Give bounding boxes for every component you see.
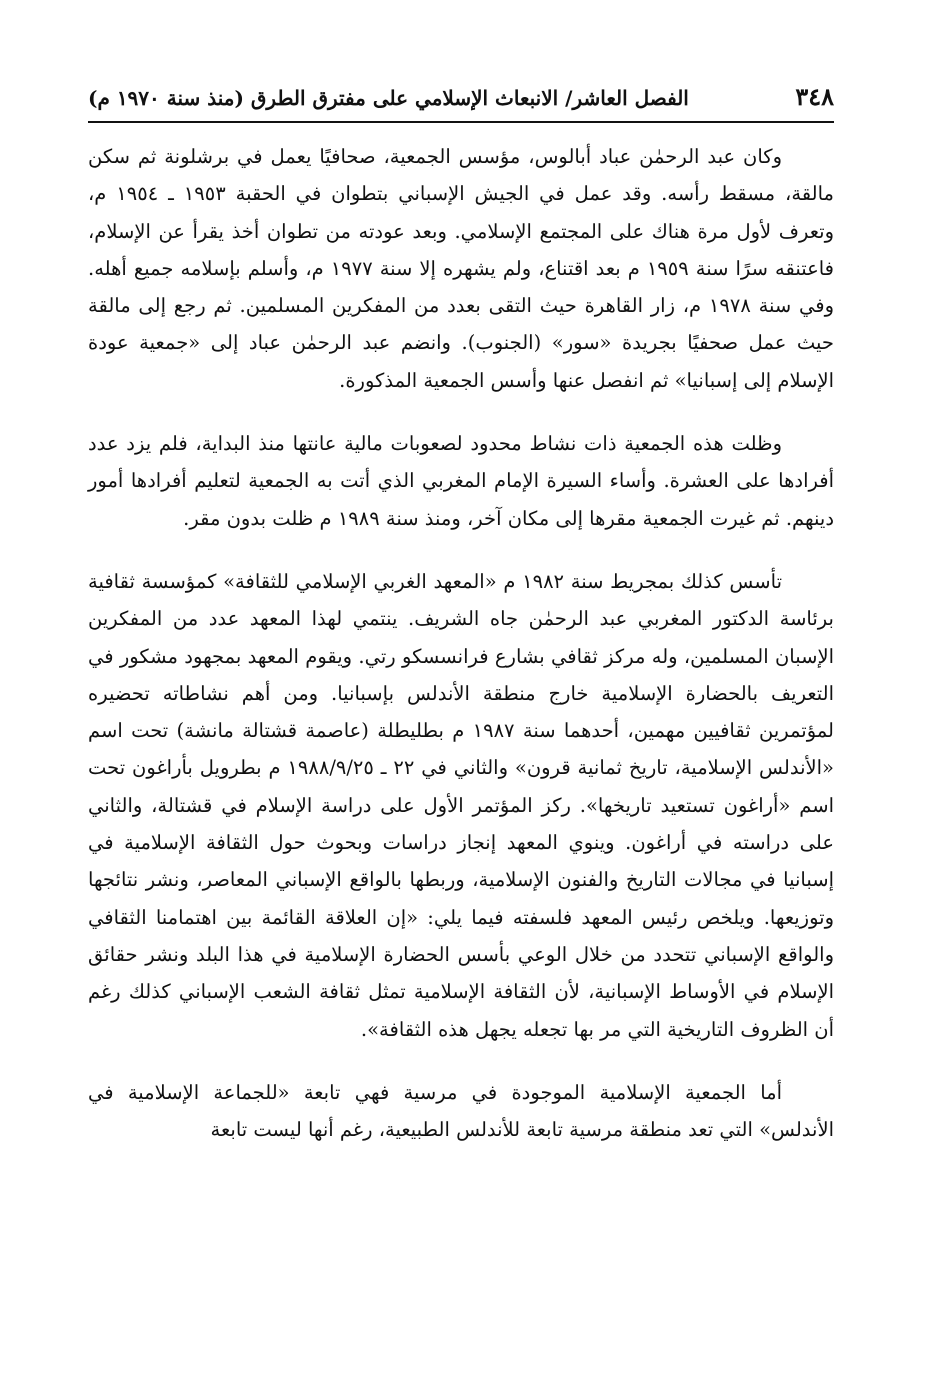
page-header: [88, 78, 834, 118]
paragraph-4: أما الجمعية الإسلامية الموجودة في مرسية فهي تابعة «للجماعة الإسلامية في الأندلس» التي تعد منطقة مرسية تابعة للأندلس الطبيعية، رغم أنها ليست تابعة: [88, 1080, 834, 1142]
body-text: [88, 138, 834, 1148]
page-number: ٣٤٨: [795, 82, 834, 111]
paragraph-2: وظلت هذه الجمعية ذات نشاط محدود لصعوبات مالية عانتها منذ البداية، فلم يزد عدد أفرادها على العشرة. وأساء السيرة الإمام المغربي الذي أتت به الجمعية لتعليم أفرادها أمور دينهم. ثم غيرت الجمعية مقرها إلى مكان آخر، ومنذ سنة ١٩٨٩ م ظلت بدون مقر.: [88, 432, 834, 530]
paragraph-1: وكان عبد الرحمٰن عباد أبالوس، مؤسس الجمعية، صحافيًا يعمل في برشلونة ثم سكن مالقة، مسقط رأسه. وقد عمل في الجيش الإسباني بتطوان في الحقبة ١٩٥٣ ـ ١٩٥٤ م، وتعرف لأول مرة هناك على المجتمع الإسلامي. وبعد عودته من تطوان أخذ يقرأ عن الإسلام، فاعتنقه سرًا سنة ١٩٥٩ م بعد اقتناع، ولم يشهره إلا سنة ١٩٧٧ م، وأسلم بإسلامه جميع أهله. وفي سنة ١٩٧٨ م، زار القاهرة حيث التقى بعدد من المفكرين المسلمين. ثم رجع إلى مالقة حيث عمل صحفيًا بجريدة «سور» (الجنوب). وانضم عبد الرحمٰن عباد إلى «جمعية عودة الإسلام إلى إسبانيا» ثم انفصل عنها وأسس الجمعية المذكورة.: [88, 145, 834, 392]
header-divider: [88, 121, 834, 123]
paragraph-3: تأسس كذلك بمجريط سنة ١٩٨٢ م «المعهد الغربي الإسلامي للثقافة» كمؤسسة ثقافية برئاسة الدكتور المغربي عبد الرحمٰن جاه الشريف. ينتمي لهذا المعهد عدد من المفكرين الإسبان المسلمين، وله مركز ثقافي بشارع فرانسسكو رتي. ويقوم المعهد بمجهود مشكور في التعريف بالحضارة الإسلامية خارج منطقة الأندلس بإسبانيا. ومن أهم نشاطاته تحضيره لمؤتمرين ثقافيين مهمين، أحدهما سنة ١٩٨٧ م بطليطلة (عاصمة قشتالة مانشة) تحت اسم «الأندلس الإسلامية، تاريخ ثمانية قرون» والثاني في ٢٢ ـ ١٩٨٨/٩/٢٥ م بطرويل بأراغون تحت اسم «أراغون تستعيد تاريخها». ركز المؤتمر الأول على دراسة الإسلام في قشتالة، والثاني على دراسته في أراغون. وينوي المعهد إنجاز دراسات وبحوث حول الثقافة الإسلامية في إسبانيا في مجالات التاريخ والفنون الإسلامية، وربطها بالواقع الإسباني المعاصر، ونشر نتائجها وتوزيعها. ويلخص رئيس المعهد فلسفته فيما يلي: «إن العلاقة القائمة بين اهتمامنا الثقافي والواقع الإسباني تتحدد من خلال الوعي بأسس الحضارة الإسلامية في هذا البلد ونشر حقائق الإسلام في الأوساط الإسبانية، لأن الثقافة الإسلامية تمثل ثقافة الشعب الإسباني كذلك رغم أن الظروف التاريخية التي مر بها تجعله يجهل هذه الثقافة».: [88, 569, 834, 1041]
running-title: الفصل العاشر/ الانبعاث الإسلامي على مفترق الطرق (منذ سنة ١٩٧٠ م): [88, 86, 689, 110]
